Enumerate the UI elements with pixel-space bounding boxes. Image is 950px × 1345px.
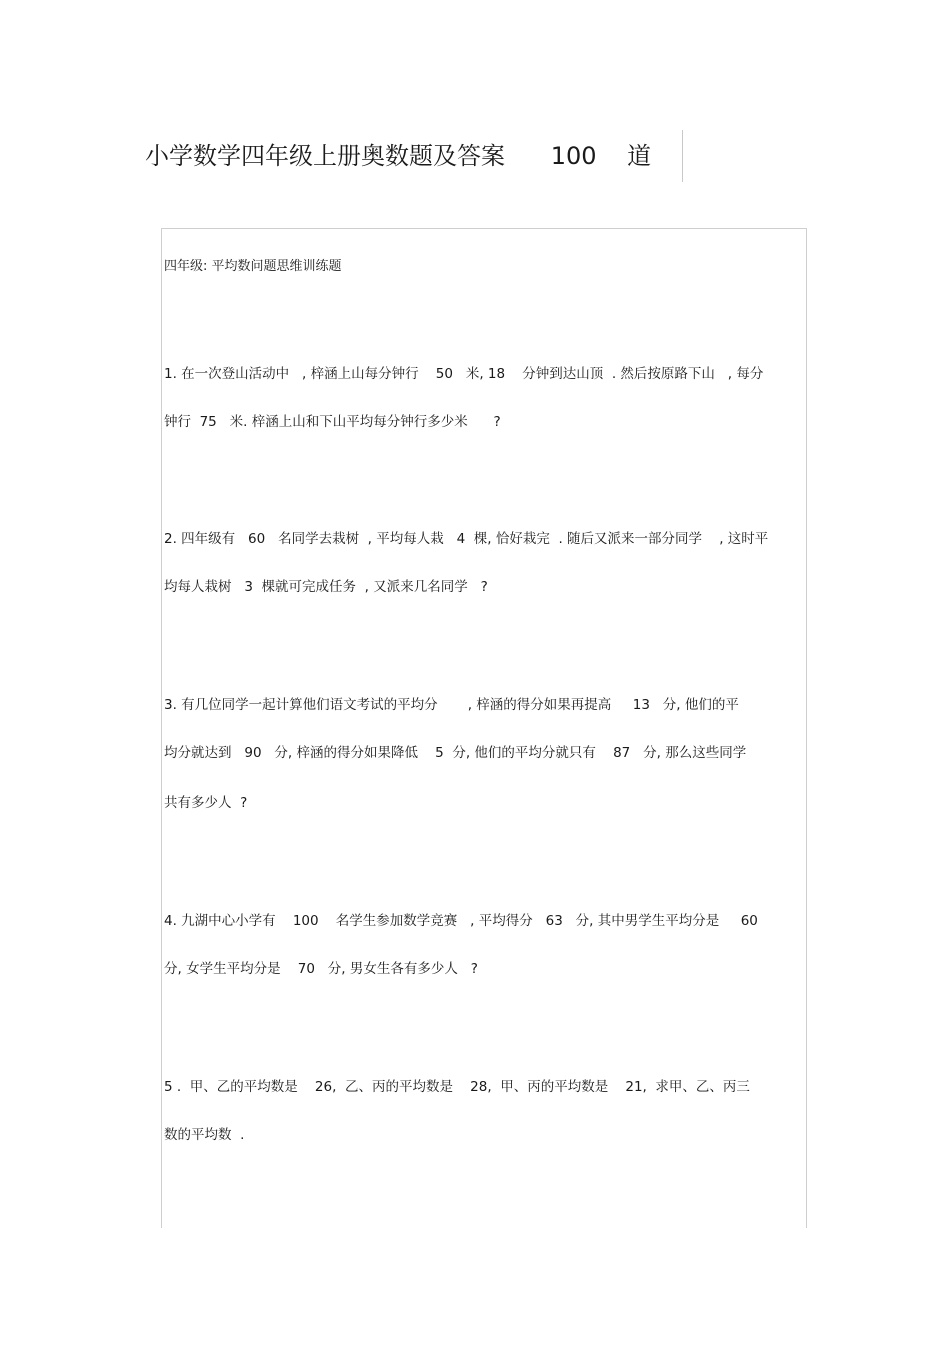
problem-5-line-1: 5 . 甲、乙的平均数是 26, 乙、丙的平均数是 28, 甲、丙的平均数是 21, 求甲、乙、丙三 <box>164 1079 750 1095</box>
problem-2-line-2: 均每人栽树 3 棵就可完成任务 , 又派来几名同学 ? <box>164 579 488 595</box>
problem-3-line-3: 共有多少人 ? <box>164 795 248 811</box>
problem-4-line-2: 分, 女学生平均分是 70 分, 男女生各有多少人 ? <box>164 961 478 977</box>
problem-5-line-2: 数的平均数 . <box>164 1127 245 1143</box>
problem-3-line-1: 3. 有几位同学一起计算他们语文考试的平均分 , 梓涵的得分如果再提高 13 分, 他们的平 <box>164 697 739 713</box>
problem-2-line-1: 2. 四年级有 60 名同学去栽树 , 平均每人栽 4 棵, 恰好栽完 . 随后又派来一部分同学 , 这时平 <box>164 531 769 547</box>
problem-3-line-2: 均分就达到 90 分, 梓涵的得分如果降低 5 分, 他们的平均分就只有 87 分, 那么这些同学 <box>164 745 747 761</box>
problem-1-line-2: 钟行 75 米. 梓涵上山和下山平均每分钟行多少米 ? <box>164 414 501 430</box>
document-title: 小学数学四年级上册奥数题及答案 100 道 <box>145 142 652 170</box>
problem-4-line-1: 4. 九湖中心小学有 100 名学生参加数学竞赛 , 平均得分 63 分, 其中男学生平均分是 60 <box>164 913 758 929</box>
section-title: 四年级: 平均数问题思维训练题 <box>164 259 342 274</box>
problem-1-line-1: 1. 在一次登山活动中 , 梓涵上山每分钟行 50 米, 18 分钟到达山顶 . 然后按原路下山 , 每分 <box>164 366 764 382</box>
title-divider <box>682 130 683 182</box>
